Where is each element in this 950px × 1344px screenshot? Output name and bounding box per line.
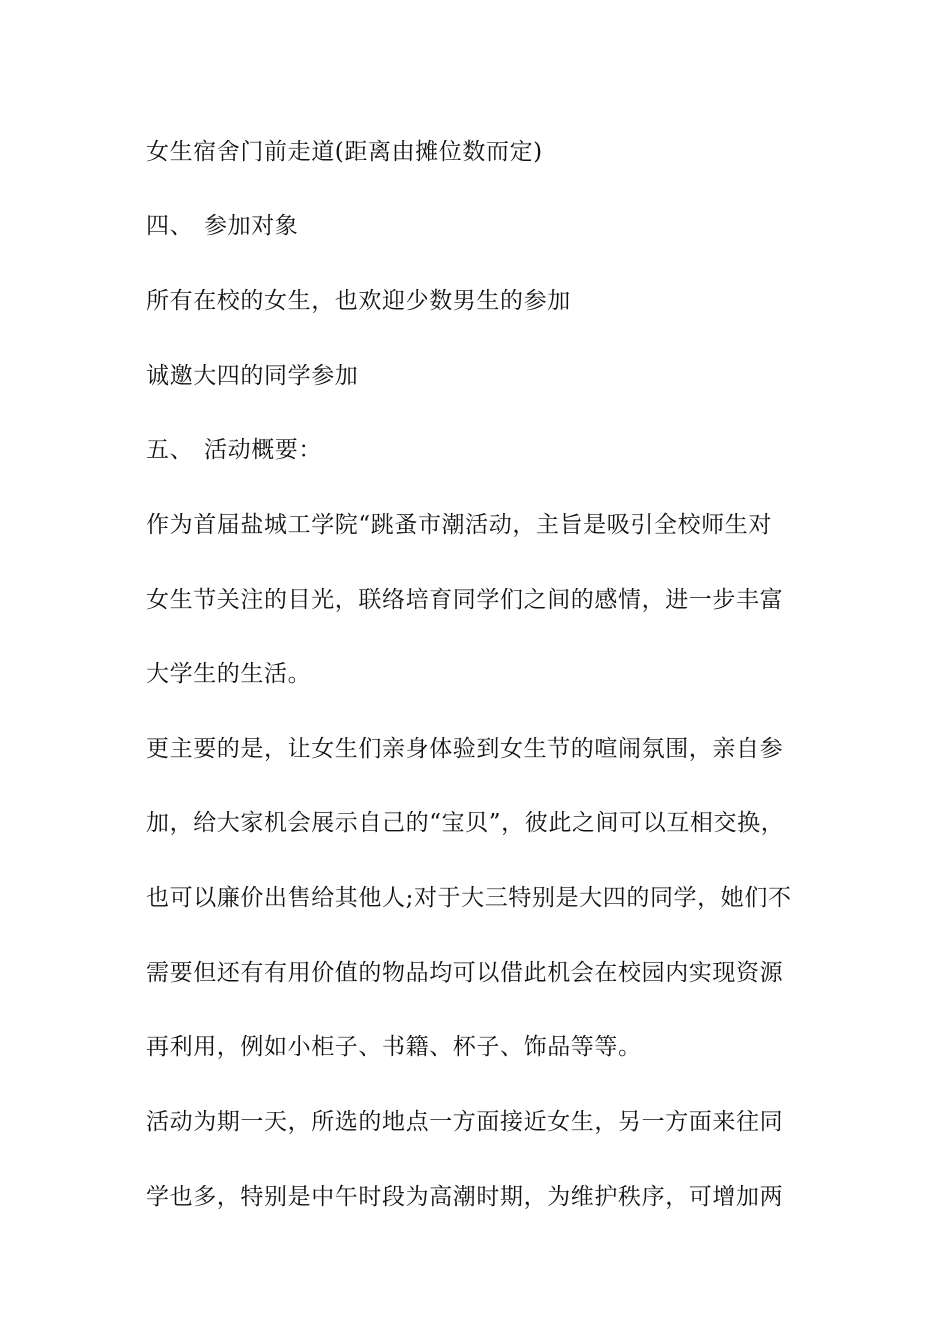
paragraph-line: 大学生的生活。 xyxy=(146,661,312,687)
section-title: 参加对象 xyxy=(204,213,299,239)
paragraph-line: 再利用，例如小柜子、书籍、杯子、饰品等等。 xyxy=(146,1034,642,1060)
section-heading-overview xyxy=(146,435,826,465)
section-number: 五、 xyxy=(146,437,194,463)
paragraph-line: 女生节关注的目光，联络培育同学们之间的感情，进一步丰富 xyxy=(146,587,784,613)
paragraph-line: 作为首届盐城工学院“跳蚤市潮活动，主旨是吸引全校师生对 xyxy=(146,512,772,538)
paragraph-line: 更主要的是，让女生们亲身体验到女生节的喧闹氛围，亲自参 xyxy=(146,736,784,762)
section-heading-participants xyxy=(146,211,826,241)
paragraph-line: 也可以廉价出售给其他人;对于大三特别是大四的同学，她们不 xyxy=(146,885,792,911)
location-text: 女生宿舍门前走道(距离由摊位数而定) xyxy=(146,139,543,165)
section-number: 四、 xyxy=(146,213,194,239)
paragraph-line: 所有在校的女生，也欢迎少数男生的参加 xyxy=(146,288,571,314)
section-title: 活动概要： xyxy=(204,437,322,463)
paragraph-line: 活动为期一天，所选的地点一方面接近女生，另一方面来往同 xyxy=(146,1109,784,1135)
paragraph-line: 诚邀大四的同学参加 xyxy=(146,363,359,389)
paragraph-line: 学也多，特别是中午时段为高潮时期，为维护秩序，可增加两 xyxy=(146,1184,784,1210)
paragraph-line: 需要但还有有用价值的物品均可以借此机会在校园内实现资源 xyxy=(146,960,784,986)
paragraph-line: 加，给大家机会展示自己的“宝贝”，彼此之间可以互相交换， xyxy=(146,810,785,836)
